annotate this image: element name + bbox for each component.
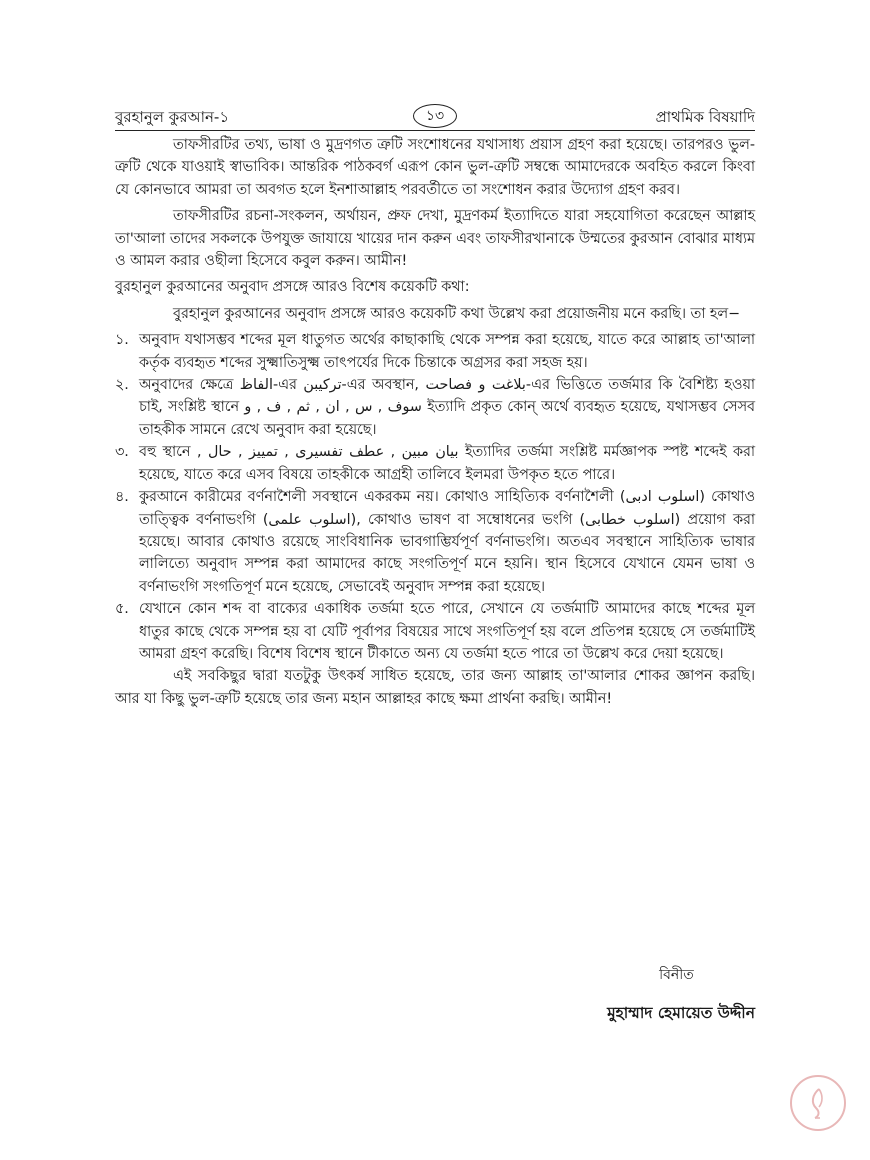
arabic-term: الفاظ (239, 377, 273, 394)
item-text: প্রয়োগ করা হয়েছে। আবার কোথাও রয়েছে সাংবিধানিক ভাবগাম্ভির্যপূর্ণ বর্ণনাভংগি। অতএব সবস্থানে সাহিত্যিক ভাষার লালিত্যে অনুবাদ সম্পন্ন করা আমাদের কাছে সংগতিপূর্ণ মনে হয়নি। স্থান হিসেবে যেখানে যেমন ভাষা ও বর্ণনাভংগি সংগতিপূর্ণ মনে হয়েছে, সেভাবেই অনুবাদ সম্পন্ন করা হয়েছে। (139, 511, 755, 595)
item-number: ৩. (115, 444, 129, 461)
list-item (115, 374, 755, 441)
list-item (115, 486, 755, 598)
page-header (115, 104, 755, 130)
item-text: যেখানে কোন শব্দ বা বাক্যের একাধিক তর্জমা হতে পারে, সেখানে যে তর্জমাটি আমাদের কাছে শব্দের মূল ধাতুর কাছে থেকে সম্পন্ন হয় বা যেটি পূর্বাপর বিষয়ের সাথে সংগতিপূর্ণ হয় বলে প্রতিপন্ন হয়েছে সে তর্জমাটিই আমরা গ্রহণ করেছি। বিশেষ বিশেষ স্থানে টীকাতে অন্য যে তর্জমা হতে পারে তা উল্লেখ করে দেয়া হয়েছে। (139, 601, 755, 662)
signature-salutation: বিনীত (659, 967, 694, 983)
item-text: অনুবাদ যথাসম্ভব শব্দের মূল ধাতুগত অর্থের কাছাকাছি থেকে সম্পন্ন করা হয়েছে, যাতে করে আল্লাহ তা'আলা কর্তৃক ব্যবহৃত শব্দের সুক্ষ্মাতিসুক্ষ্ম তাৎপর্যের দিকে চিন্তাকে অগ্রসর করা সহজ হয়। (139, 332, 755, 371)
arabic-term: (اسلوب ادبى) (619, 489, 705, 506)
item-number: ১. (115, 332, 129, 349)
item-text: কুরআনে কারীমের বর্ণনাশৈলী সবস্থানে একরকম নয়। কোথাও সাহিত্যিক বর্ণনাশৈলী (139, 489, 614, 506)
quill-icon (792, 1077, 844, 1129)
item-text: বহু স্থানে (139, 444, 191, 461)
signature-block (607, 963, 755, 1027)
arabic-term: بلاغت و فصاحت (425, 377, 526, 394)
item-number: ২. (115, 377, 129, 394)
list-item (115, 441, 755, 486)
page-number: ১৩ (413, 104, 457, 128)
paragraph-acknowledgement: তাফসীরটির রচনা-সংকলন, অর্থায়ন, প্রুফ দেখা, মুদ্রণকর্ম ইত্যাদিতে যারা সহযোগিতা করেছেন আল্লাহ তা'আলা তাদের সকলকে উপযুক্ত জাযায়ে খায়ের দান করুন এবং তাফসীরখানাকে উম্মতের কুরআন বোঝার মাধ্যম ও আমল করার ওছীলা হিসেবে কবুল করুন। আমীন! (115, 208, 755, 270)
arabic-term: (اسلوب خطابى) (579, 511, 681, 528)
paragraph-intro: বুরহানুল কুরআনের অনুবাদ প্রসঙ্গে আরও কয়েকটি কথা উল্লেখ করা প্রয়োজনীয় মনে করছি। তা হল− (173, 305, 741, 322)
item-text: -এর ভিত্তিতে তর্জমার কি বৈশিষ্ট্য হওয়া চাই, সংশ্লিষ্ট স্থানে (139, 377, 756, 416)
arabic-term: (اسلوب علمى) (262, 511, 357, 528)
item-text: ইত্যাদি প্রকৃত কোন্ অর্থে ব্যবহৃত হয়েছে, যথাসম্ভব সেসব তাহকীক সামনে রেখে অনুবাদ করা হয়েছে। (139, 399, 755, 438)
list-item (115, 598, 755, 665)
item-text: ইত্যাদির তর্জমা সংশ্লিষ্ট মর্মজ্ঞাপক স্পষ্ট শব্দেই করা হয়েছে, যাতে করে এসব বিষয়ে তাহকীকে আগ্রহী তালিবে ইলমরা উপকৃত হতে পারে। (139, 444, 755, 483)
arabic-term: تركيبن (303, 377, 342, 394)
item-text: কোথাও তাত্ত্বিক বর্ণনাভংগি (139, 489, 755, 528)
item-text: অনুবাদের ক্ষেত্রে (139, 377, 234, 394)
item-number: ৪. (115, 489, 129, 506)
author-name: মুহাম্মাদ হেমায়েত উদ্দীন (607, 1004, 755, 1022)
list-item (115, 329, 755, 374)
page-body (115, 134, 755, 710)
book-title: বুরহানুল কুরআন-১ (115, 108, 230, 126)
item-text: , কোথাও ভাষণ বা সম্বোধনের ভংগি (356, 511, 573, 528)
arabic-term: سوف , س , ان , ثم , ف , و (244, 399, 422, 416)
item-number: ৫. (115, 601, 129, 618)
item-text: -এর (272, 377, 297, 394)
section-title: প্রাথমিক বিষয়াদি (655, 108, 755, 126)
paragraph-closing: এই সবকিছুর দ্বারা যতটুকু উৎকর্ষ সাধিত হয়েছে, তার জন্য আল্লাহ তা'আলার শোকর জ্ঞাপন করছি। আর যা কিছু ভুল-ত্রুটি হয়েছে তার জন্য মহান আল্লাহর কাছে ক্ষমা প্রার্থনা করছি। আমীন! (115, 668, 755, 707)
publisher-logo-watermark (790, 1075, 846, 1131)
paragraph-corrections: তাফসীরটির তথ্য, ভাষা ও মুদ্রণগত ত্রুটি সংশোধনের যথাসাধ্য প্রয়াস গ্রহণ করা হয়েছে। তারপরও ভুল-ত্রুটি থেকে যাওয়াই স্বাভাবিক। আন্তরিক পাঠকবর্গ এরূপ কোন ভুল-ত্রুটি সম্বন্ধে আমাদেরকে অবহিত করলে কিংবা যে কোনভাবে আমরা তা অবগত হলে ইনশাআল্লাহ পরবর্তীতে তা সংশোধন করার উদ্যোগ গ্রহণ করব। (115, 137, 755, 198)
header-rule (115, 130, 755, 131)
arabic-term: بيان مبين , عطف تفسيرى , تمييز , حال , (196, 444, 459, 461)
item-text: -এর অবস্থান, (341, 377, 419, 394)
subheading: বুরহানুল কুরআনের অনুবাদ প্রসঙ্গে আরও বিশেষ কয়েকটি কথা: (115, 279, 470, 296)
